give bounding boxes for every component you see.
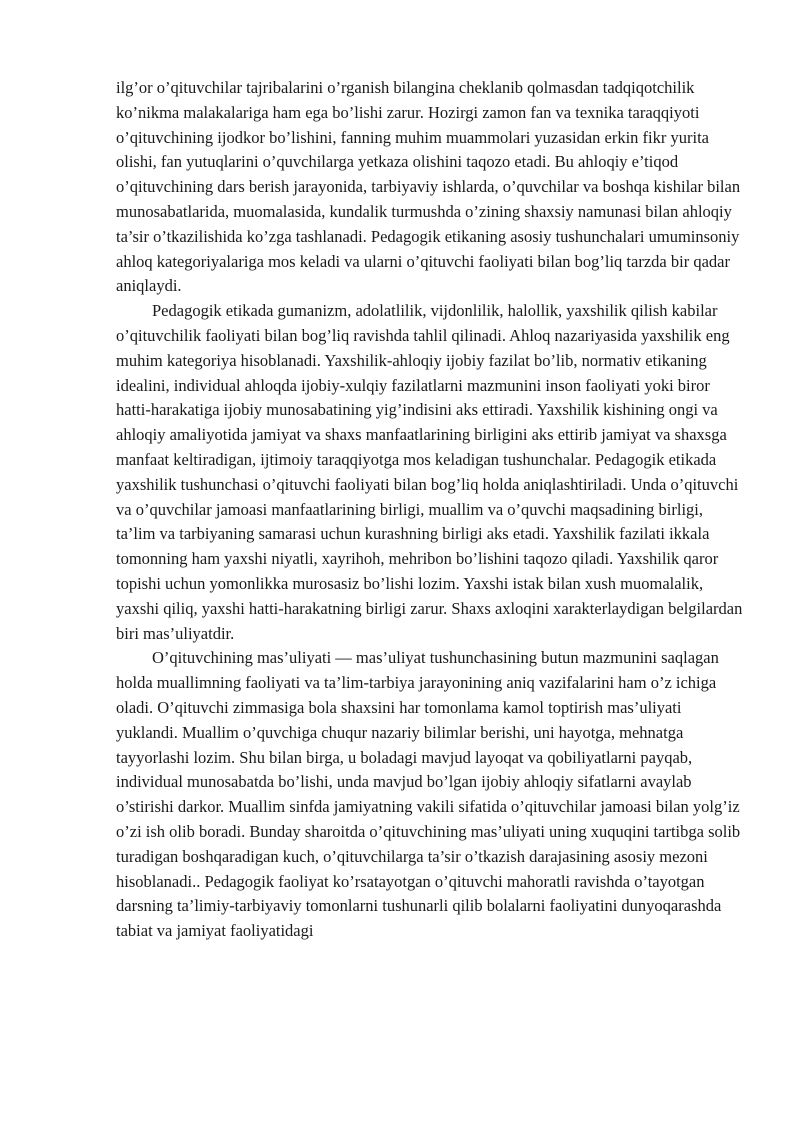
document-page (116, 76, 744, 944)
paragraph-2: Pedagogik etikada gumanizm, adolatlilik, vijdonlilik, halollik, yaxshilik qilish kabilar o’qituvchilik faoliyati bilan bog’liq ravishda tahlil qilinadi. Ahloq nazariyasida yaxshilik eng muhim kategoriya hisoblanadi. Yaxshilik-ahloqiy ijobiy fazilat bo’lib, normativ etikaning idealini, individual ahloqda ijobiy-xulqiy fazilatlarni mazmunini inson faoliyati yoki biror hatti-harakatiga ijobiy munosabatining yig’indisini aks ettiradi. Yaxshilik kishining ongi va ahloqiy amaliyotida jamiyat va shaxs manfaatlarining birligini aks ettirib jamiyat va shaxsga manfaat keltiradigan, ijtimoiy taraqqiyotga mos keladigan tushunchalar. Pedagogik etikada yaxshilik tushunchasi o’qituvchi faoliyati bilan bog’liq holda aniqlashtiriladi. Unda o’qituvchi va o’quvchilar jamoasi manfaatlarining birligi, muallim va o’quvchi maqsadining birligi, ta’lim va tarbiyaning samarasi uchun kurashning birligi aks etadi. Yaxshilik fazilati ikkala tomonning ham yaxshi niyatli, xayrihoh, mehribon bo’lishini taqozo qiladi. Yaxshilik qaror topishi uchun yomonlikka murosasiz bo’lishi lozim. Yaxshi istak bilan xush muomalalik, yaxshi qiliq, yaxshi hatti-harakatning birligi zarur. Shaxs axloqini xarakterlaydigan belgilardan biri mas’uliyatdir. (116, 301, 743, 643)
paragraph-1: ilg’or o’qituvchilar tajribalarini o’rganish bilangina cheklanib qolmasdan tadqiqotchilik ko’nikma malakalariga ham ega bo’lishi zarur. Hozirgi zamon fan va texnika taraqqiyoti o’qituvchining ijodkor bo’lishini, fanning muhim muammolari yuzasidan erkin fikr yurita olishi, fan yutuqlarini o’quvchilarga yetkaza olishini taqozo etadi. Bu ahloqiy e’tiqod o’qituvchining dars berish jarayonida, tarbiyaviy ishlarda, o’quvchilar va boshqa kishilar bilan munosabatlarida, muomalasida, kundalik turmushda o’zining shaxsiy namunasi bilan ahloqiy ta’sir o’tkazilishida ko’zga tashlanadi. Pedagogik etikaning asosiy tushunchalari umuminsoniy ahloq kategoriyalariga mos keladi va ularni o’qituvchi faoliyati bilan bog’liq tarzda bir qadar aniqlaydi. (116, 78, 741, 296)
paragraph-3: O’qituvchining mas’uliyati — mas’uliyat tushunchasining butun mazmunini saqlagan holda muallimning faoliyati va ta’lim-tarbiya jarayonining aniq vazifalarini ham o’z ichiga oladi. O’qituvchi zimmasiga bola shaxsini har tomonlama kamol toptirish mas’uliyati yuklandi. Muallim o’quvchiga chuqur nazariy bilimlar berishi, uni hayotga, mehnatga tayyorlashi lozim. Shu bilan birga, u boladagi mavjud layoqat va qobiliyatlarni payqab, individual munosabatda bo’lishi, unda mavjud bo’lgan ijobiy ahloqiy sifatlarni avaylab o’stirishi darkor. Muallim sinfda jamiyatning vakili sifatida o’qituvchilar jamoasi bilan yolg’iz o’zi ish olib boradi. Bunday sharoitda o’qituvchining mas’uliyati uning xuquqini tartibga solib turadigan boshqaradigan kuch, o’qituvchilarga ta’sir o’tkazish darajasining asosiy mezoni hisoblanadi.. Pedagogik faoliyat ko’rsatayotgan o’qituvchi mahoratli ravishda o’tayotgan darsning ta’limiy-tarbiyaviy tomonlarni tushunarli qilib bolalarni faoliyatini dunyoqarashda tabiat va jamiyat faoliyatidagi (116, 648, 741, 941)
